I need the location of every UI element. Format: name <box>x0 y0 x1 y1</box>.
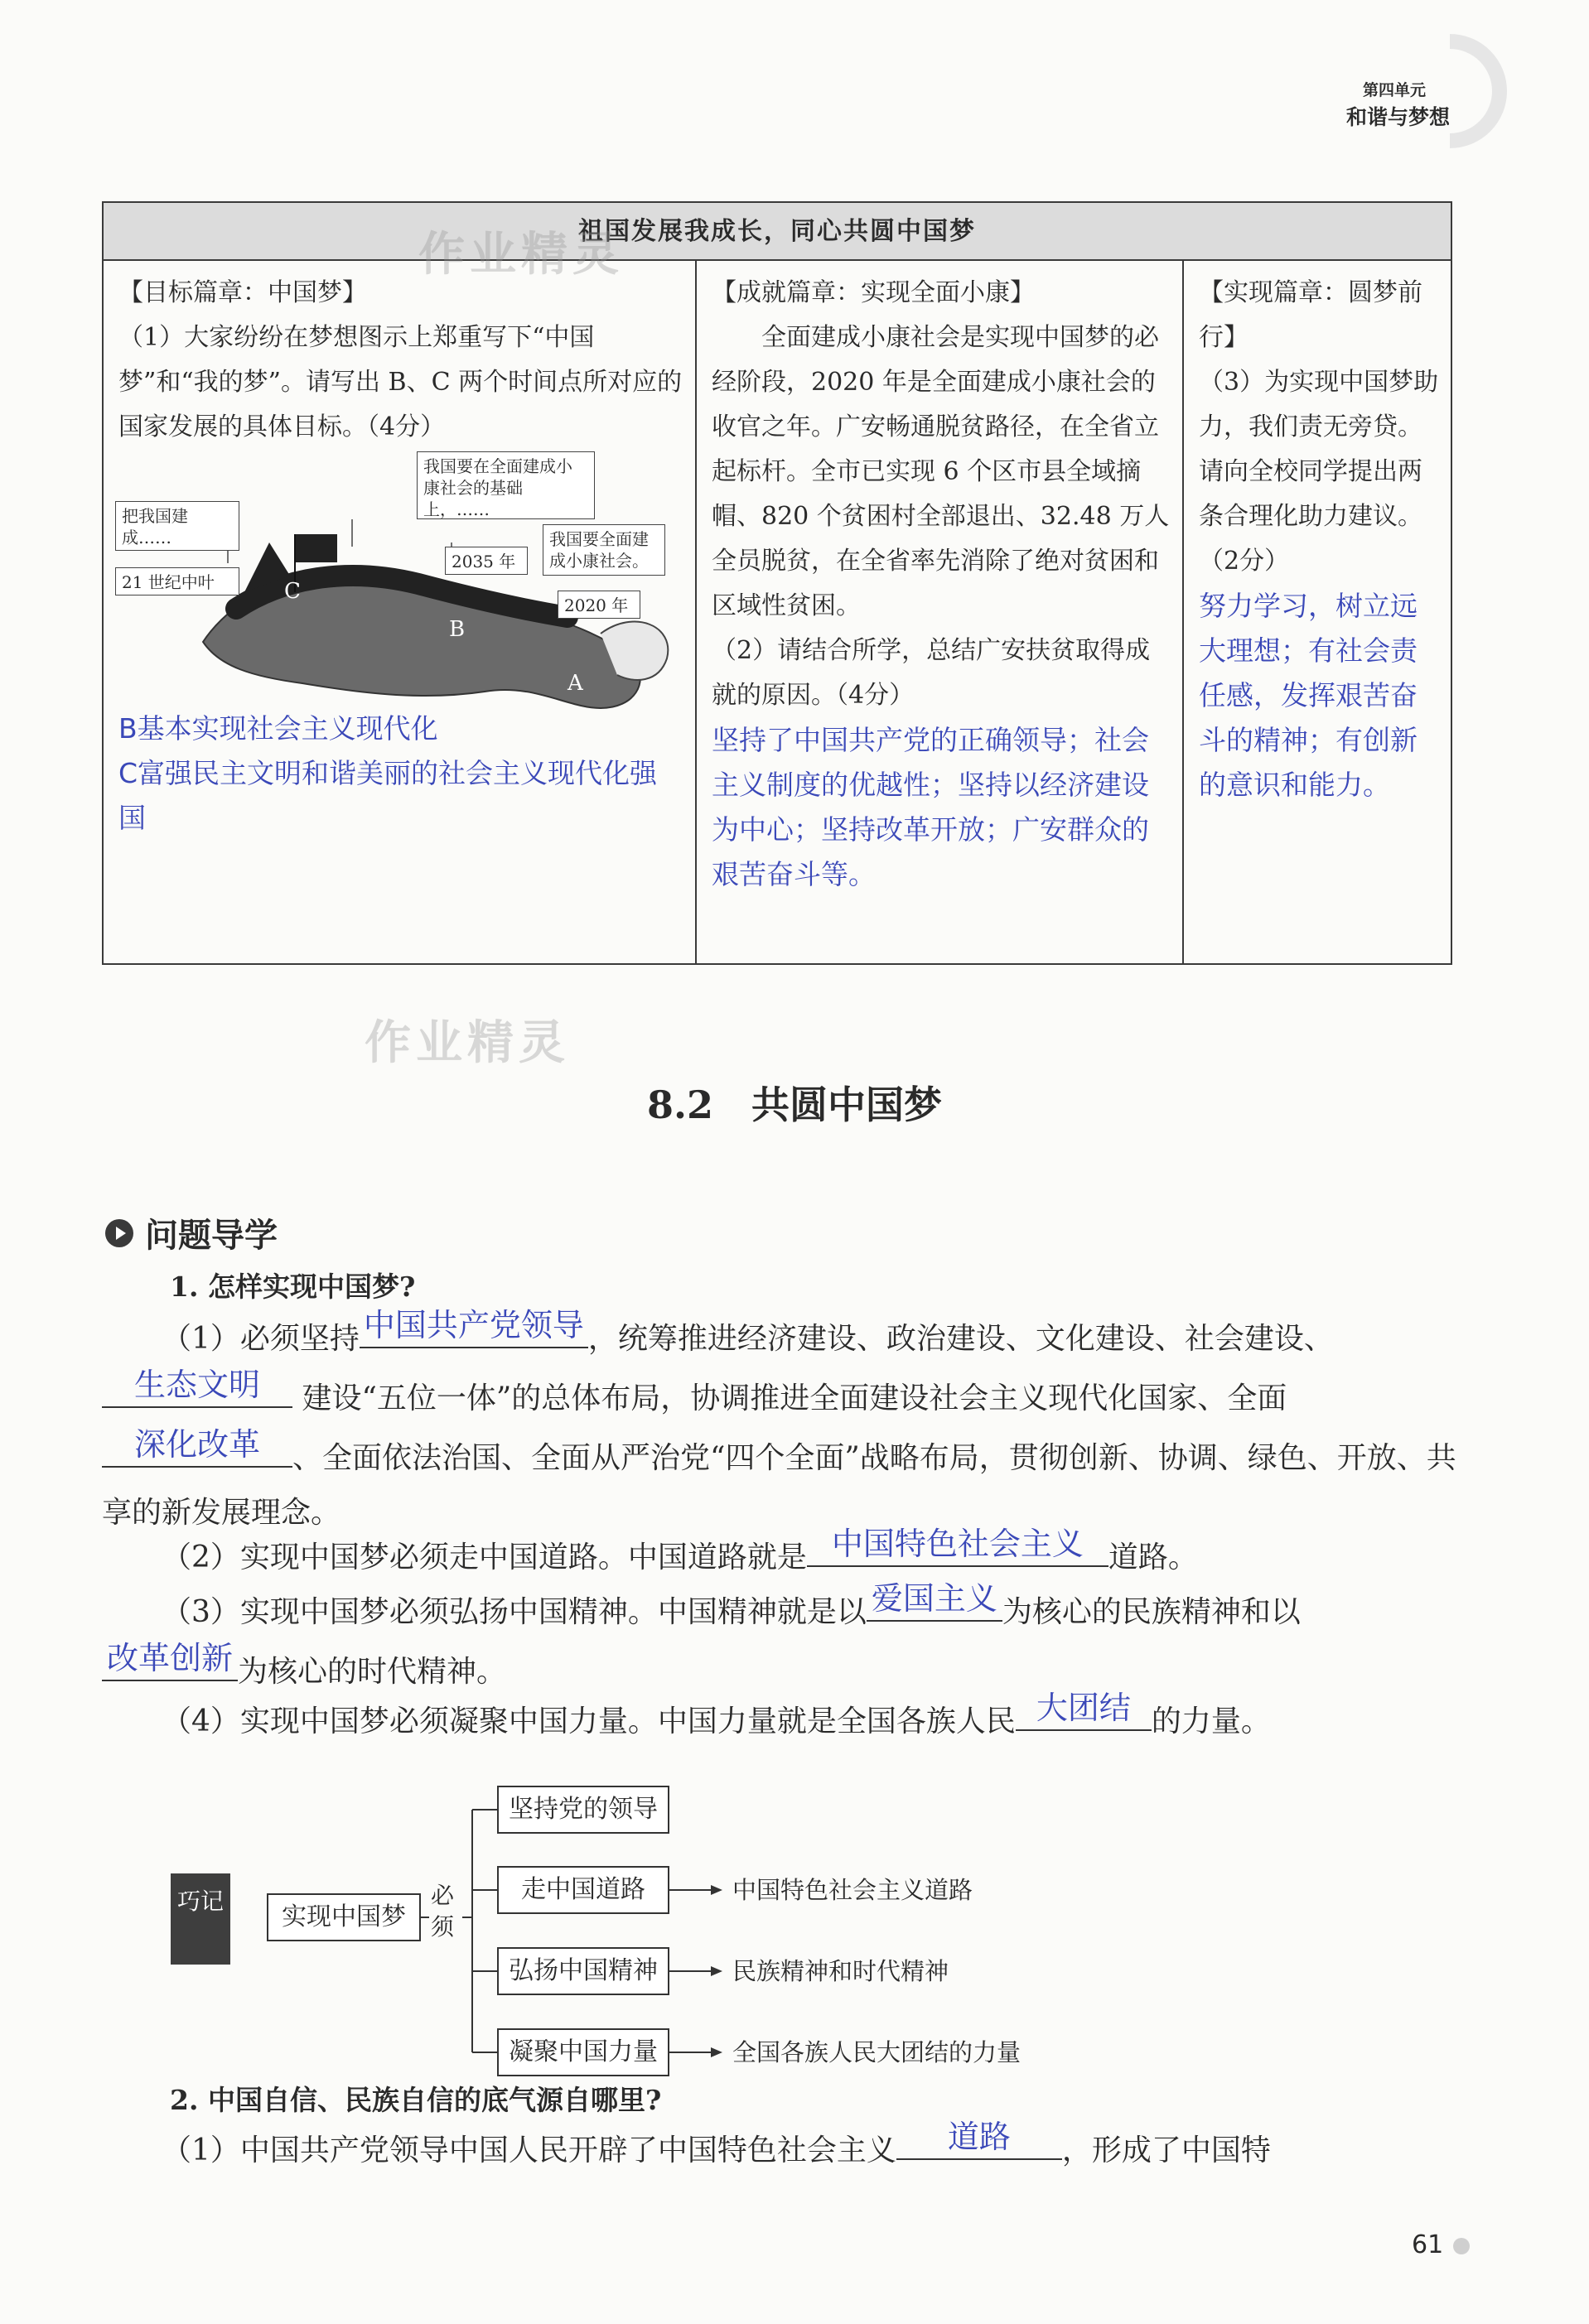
blank-field[interactable]: 改革创新 <box>102 1640 238 1681</box>
answer-c: C富强民主文明和谐美丽的社会主义现代化强国 <box>118 757 658 834</box>
map-point-b: B <box>449 617 466 642</box>
watermark: 作业精灵 <box>365 1016 570 1070</box>
blank-field[interactable]: 中国共产党领导 <box>360 1307 588 1348</box>
page-number: 61 <box>1412 2230 1444 2259</box>
map-point-c: C <box>284 579 301 604</box>
mnemonic-badge: 巧记 <box>171 1873 230 1965</box>
dream-map-illustration <box>104 443 697 716</box>
achievement-question: （2）请结合所学，总结广安扶贫取得成就的原因。（4分） <box>712 636 1151 710</box>
memo-item-3: 弘扬中国精神 <box>497 1947 669 1995</box>
corner-decoration <box>1433 33 1524 149</box>
achievement-text: 全面建成小康社会是实现中国梦的必经阶段，2020 年是全面建成小康社会的收官之年。广安畅通脱贫路径，在全省立起标杆。全市已实现 6 个区市县全域摘帽、820 个贫困村全部退出、32.48 万人全员脱贫，在全省率先消除了绝对贫困和区域性贫困。 <box>712 323 1170 620</box>
blank-field[interactable]: 深化改革 <box>102 1426 292 1468</box>
realization-question: （3）为实现中国梦助力，我们责无旁贷。请向全校同学提出两条合理化助力建议。（2分） <box>1199 368 1439 576</box>
memo-item-4: 凝聚中国力量 <box>497 2028 669 2076</box>
map-point-a: A <box>568 671 583 696</box>
blank-field[interactable]: 爱国主义 <box>867 1580 1002 1622</box>
achievement-heading: 【成就篇章：实现全面小康】 <box>712 278 1035 307</box>
section-title: 8.2 共圆中国梦 <box>646 1082 943 1127</box>
paragraph-q2-1: （1）中国共产党领导中国人民开辟了中国特色社会主义 道路 ，形成了中国特 <box>162 2119 1271 2167</box>
table-title: 祖国发展我成长，同心共圆中国梦 <box>104 203 1451 261</box>
column-achievement <box>697 261 1184 965</box>
map-box-2020-goal: 我国要全面建成小康社会。 <box>543 524 665 576</box>
play-icon <box>105 1219 133 1247</box>
column-realization <box>1184 261 1452 965</box>
achievement-answer: 坚持了中国共产党的正确领导；社会主义制度的优越性；坚持以经济建设为中心；坚持改革开放；广安群众的艰苦奋斗等。 <box>712 724 1149 890</box>
paragraph-2: （2）实现中国梦必须走中国道路。中国道路就是 中国特色社会主义 道路。 <box>162 1526 1198 1574</box>
memo-result-3: 民族精神和时代精神 <box>732 1957 949 1985</box>
unit-title: 和谐与梦想 <box>1346 105 1451 129</box>
realization-heading: 【实现篇章：圆梦前行】 <box>1199 278 1422 352</box>
activity-table <box>102 201 1452 965</box>
memo-connector: 必须 <box>431 1882 455 1941</box>
memo-item-1: 坚持党的领导 <box>497 1786 669 1834</box>
memo-connectors <box>0 1764 1589 2062</box>
blank-field[interactable]: 中国特色社会主义 <box>807 1526 1108 1567</box>
blank-field[interactable]: 道路 <box>896 2119 1062 2160</box>
question-1: 1. 怎样实现中国梦? <box>170 1270 416 1303</box>
map-box-21c-goal: 把我国建成…… <box>115 501 239 551</box>
realization-answer: 努力学习，树立远大理想；有社会责任感，发挥艰苦奋斗的精神；有创新的意识和能力。 <box>1199 590 1418 801</box>
guide-title: 问题导学 <box>145 1217 278 1255</box>
goal-heading: 【目标篇章：中国梦】 <box>118 278 367 307</box>
memo-result-2: 中国特色社会主义道路 <box>732 1876 973 1904</box>
watermark: 作业精灵 <box>418 228 624 282</box>
mnemonic-diagram <box>0 1764 1589 2066</box>
map-box-21c: 21 世纪中叶 <box>115 567 239 595</box>
memo-result-4: 全国各族人民大团结的力量 <box>732 2038 1022 2066</box>
blank-field[interactable]: 生态文明 <box>102 1367 292 1408</box>
paragraph-1: （1）必须坚持 中国共产党领导 ，统筹推进经济建设、政治建设、文化建设、社会建设、 生态文明 建设“五位一体”的总体布局，协调推进全面建设社会主义现代化国家、全面 深化改革 、全面依法治国、全面从严治党“四个全面”战略布局，贯彻创新、协调、绿色、开放、共享的新发展理念。 <box>102 1307 1456 1530</box>
question-2: 2. 中国自信、民族自信的底气源自哪里? <box>170 2084 662 2116</box>
page-dot <box>1453 2238 1470 2254</box>
paragraph-4: （4）实现中国梦必须凝聚中国力量。中国力量就是全国各族人民 大团结 的力量。 <box>162 1690 1271 1738</box>
memo-item-2: 走中国道路 <box>497 1866 669 1914</box>
map-box-2035-goal: 我国要在全面建成小康社会的基础上，…… <box>417 451 595 519</box>
map-box-2035: 2035 年 <box>445 547 528 575</box>
goal-question: （1）大家纷纷在梦想图示上郑重写下“中国梦”和“我的梦”。请写出 B、C 两个时间点所对应的国家发展的具体目标。（4分） <box>118 323 683 441</box>
answer-b: B基本实现社会主义现代化 <box>118 712 438 745</box>
blank-field[interactable]: 大团结 <box>1016 1690 1152 1731</box>
memo-root: 实现中国梦 <box>267 1893 421 1941</box>
unit-label: 第四单元 <box>1363 81 1427 99</box>
map-box-2020: 2020 年 <box>558 591 640 619</box>
paragraph-3: （3）实现中国梦必须弘扬中国精神。中国精神就是以 爱国主义 为核心的民族精神和以 改革创新 为核心的时代精神。 <box>102 1580 1461 1700</box>
